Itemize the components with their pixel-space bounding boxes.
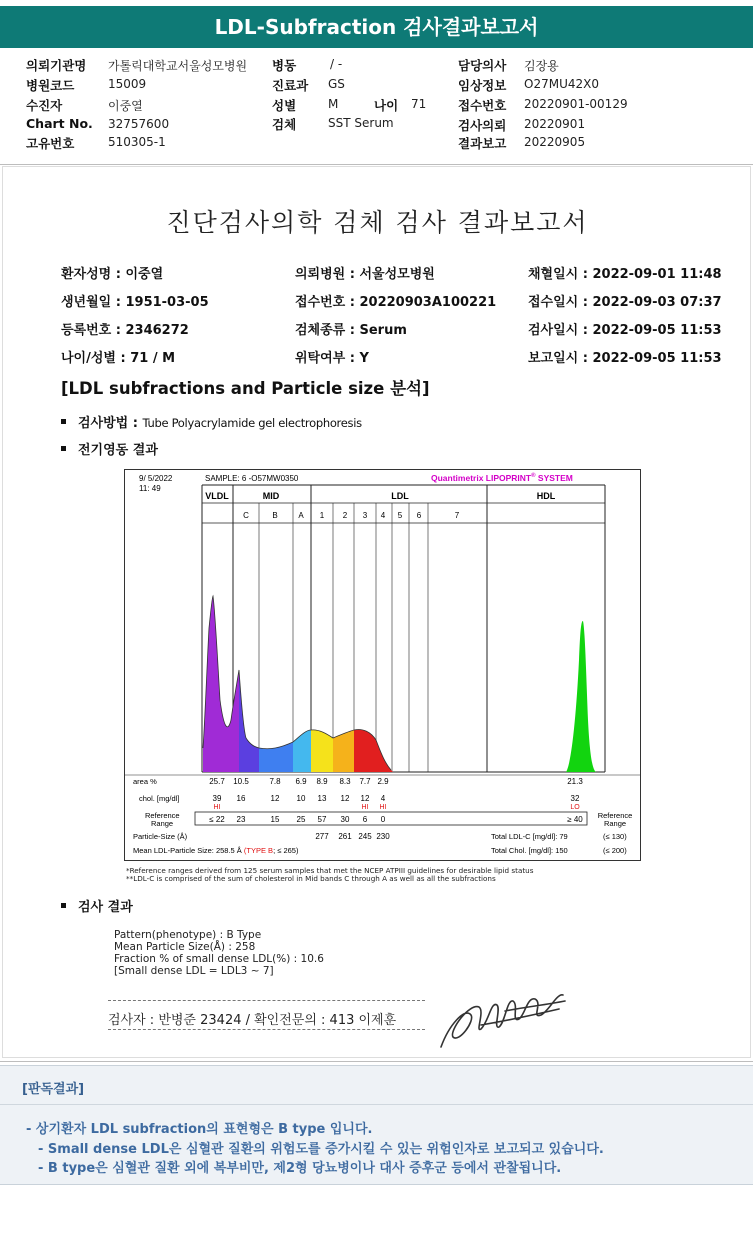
chart-chol-value: 12: [340, 794, 350, 803]
chart-area-value: 6.9: [295, 777, 307, 786]
result-line: Fraction % of small dense LDL(%) : 10.6: [114, 953, 324, 965]
chart-row-label-particle: Particle-Size (Å): [133, 832, 188, 841]
info-label: 접수번호: [458, 98, 507, 113]
chart-ref-value: ≤ 22: [209, 815, 225, 824]
info-label: 수진자: [26, 98, 63, 113]
interpretation-line: - 상기환자 LDL subfraction의 표현형은 B type 입니다.: [26, 1122, 373, 1137]
report-field: 위탁여부 : Y: [295, 351, 369, 366]
info-label: 고유번호: [26, 136, 75, 151]
chart-total-chol-label: Total Chol. [mg/dl]: 150: [491, 846, 568, 855]
chart-band-label: 3: [362, 511, 368, 520]
chart-ref-box: [195, 812, 587, 825]
chart-ref-value: 57: [317, 815, 327, 824]
footnote: **LDL-C is comprised of the sum of cholesterol in Mid bands C through A as well as all the subfractions: [126, 874, 496, 883]
chart-chol-value: 16: [236, 794, 246, 803]
chart-system-sup: ®: [531, 473, 536, 479]
info-label: 검체: [272, 117, 297, 132]
chart-ref-value: ≥ 40: [567, 815, 583, 824]
report-field: 검체종류 : Serum: [295, 323, 407, 338]
info-label: 성별: [272, 98, 297, 113]
chart-ref-value: 25: [296, 815, 306, 824]
result-line: Mean Particle Size(Å) : 258: [114, 941, 256, 953]
info-value: 20220901-00129: [524, 97, 628, 111]
info-label: 진료과: [272, 78, 309, 93]
chart-area-ldl3: [354, 729, 393, 772]
info-label: 결과보고: [458, 136, 507, 151]
chart-flag: HI: [361, 804, 369, 811]
chart-total-chol-ref: (≤ 200): [603, 846, 627, 855]
chart-area-vldl: [203, 596, 240, 772]
bullet-icon: [61, 446, 66, 451]
chart-particle-value: 277: [315, 832, 329, 841]
chart-band-label: A: [298, 511, 304, 520]
chart-flag: HI: [213, 804, 221, 811]
chart-chol-value: 39: [212, 794, 222, 803]
chart-sample: SAMPLE: 6 -O57MW0350: [205, 474, 299, 483]
chart-total-ldl-label: Total LDL-C [mg/dl]: 79: [491, 832, 568, 841]
signature-line: 검사자 : 반병준 23424 / 확인전문의 : 413 이제훈: [108, 1013, 397, 1028]
chart-row-label-area: area %: [133, 777, 157, 786]
chart-date: 9/ 5/2022: [139, 474, 173, 483]
chart-flag: LO: [570, 804, 580, 811]
bullet-icon: [61, 419, 66, 424]
method-line: [61, 412, 362, 431]
info-label: 검사의뢰: [458, 118, 507, 133]
chart-area-mid-b: [259, 742, 293, 772]
chart-area-hdl: [566, 621, 596, 772]
info-value: 510305-1: [108, 135, 166, 149]
info-value: M: [328, 97, 339, 111]
info-label-age: 나이: [374, 98, 399, 113]
chart-area-mid-a: [293, 730, 311, 772]
chart-band-label: 6: [416, 511, 422, 520]
info-value: 20220905: [524, 135, 586, 149]
chart-group-label: LDL: [391, 491, 409, 501]
report-field: 생년월일 : 1951-03-05: [61, 295, 209, 310]
bullet-icon: [61, 903, 66, 908]
chart-area-mid-c: [239, 670, 259, 772]
info-label: 임상정보: [458, 78, 507, 93]
chart-band-label: 1: [319, 511, 325, 520]
handwritten-signature: [435, 985, 570, 1055]
chart-area-value: 10.5: [233, 777, 249, 786]
chart-area-value: 8.3: [339, 777, 351, 786]
divider: [0, 164, 753, 165]
info-value: 32757600: [108, 117, 170, 131]
report-title: 진단검사의학 검체 검사 결과보고서: [166, 208, 589, 237]
signature-divider: [108, 1000, 425, 1001]
chart-row-label-ref-right: Reference: [597, 811, 633, 820]
chart-group-label: HDL: [536, 491, 556, 501]
chart-area-value: 2.9: [377, 777, 389, 786]
report-field: 등록번호 : 2346272: [61, 323, 189, 338]
chart-area-value: 7.7: [359, 777, 371, 786]
info-value: GS: [328, 77, 345, 91]
section-title: [LDL subfractions and Particle size 분석]: [61, 379, 430, 398]
divider: [0, 1104, 753, 1105]
chart-ref-value: 30: [340, 815, 350, 824]
chart-area-value: 25.7: [209, 777, 225, 786]
report-header-title: LDL-Subfraction 검사결과보고서: [0, 6, 753, 48]
chart-ref-value: 15: [270, 815, 280, 824]
chart-band-label: 5: [397, 511, 403, 520]
signature-divider: [108, 1029, 425, 1030]
chart-chol-value: 12: [360, 794, 370, 803]
info-label: 담당의사: [458, 58, 507, 73]
result-label: 검사 결과: [78, 900, 133, 915]
chart-particle-value: 245: [358, 832, 372, 841]
chart-row-label-ref-right2: Range: [603, 819, 627, 828]
scanned-report: [2, 166, 751, 1058]
chart-group-label: VLDL: [205, 491, 229, 501]
report-field: 접수일시 : 2022-09-03 07:37: [528, 295, 722, 310]
divider: [0, 1061, 753, 1062]
chart-system-label: [431, 472, 573, 483]
info-value: O27MU42X0: [524, 77, 599, 91]
interpretation-panel: [0, 1065, 753, 1185]
chart-band-label: 4: [380, 511, 386, 520]
chart-group-label: MID: [262, 491, 280, 501]
chart-system-name: Quantimetrix LIPOPRINT: [431, 473, 532, 483]
info-value: / -: [330, 57, 343, 71]
chart-mean-size: Mean LDL-Particle Size: 258.5 Å (TYPE B; ≤ 265): [133, 846, 299, 855]
result-line: [Small dense LDL = LDL3 ~ 7]: [114, 965, 274, 977]
chart-area-value: 8.9: [316, 777, 328, 786]
footnote: *Reference ranges derived from 125 serum samples that met the NCEP ATPIII guidelines for desirable lipid status: [126, 866, 534, 875]
chart-chol-value: 12: [270, 794, 280, 803]
info-value: 이중열: [108, 99, 143, 113]
chart-total-ldl-ref: (≤ 130): [603, 832, 627, 841]
report-field: 보고일시 : 2022-09-05 11:53: [528, 351, 722, 366]
chart-chol-value: 4: [380, 794, 386, 803]
info-label: 의뢰기관명: [26, 58, 87, 73]
chart-chol-value: 32: [570, 794, 580, 803]
info-value: 가톨릭대학교서울성모병원: [108, 59, 248, 73]
chart-area-value: 21.3: [567, 777, 583, 786]
report-field: 의뢰병원 : 서울성모병원: [295, 267, 435, 282]
patient-info-block: [0, 54, 753, 158]
chart-band-label: 2: [342, 511, 348, 520]
chart-particle-value: 230: [376, 832, 390, 841]
chart-time: 11: 49: [139, 484, 161, 493]
report-field: 나이/성별 : 71 / M: [61, 351, 176, 366]
info-value-age: 71: [411, 97, 427, 111]
chart-ref-value: 23: [236, 815, 246, 824]
chart-ref-value: 6: [362, 815, 368, 824]
chart-band-label: B: [272, 511, 278, 520]
report-field: 접수번호 : 20220903A100221: [295, 295, 497, 310]
chart-row-label-ref: Reference: [145, 811, 180, 820]
electro-line: [61, 439, 158, 458]
chart-system-tail: SYSTEM: [535, 473, 573, 483]
chart-ref-value: 0: [380, 815, 386, 824]
info-label: Chart No.: [26, 116, 93, 131]
info-label: 병동: [272, 58, 297, 73]
chart-chol-value: 13: [317, 794, 327, 803]
info-value: 김장용: [524, 59, 559, 73]
report-field: 환자성명 : 이중열: [61, 267, 164, 282]
report-field: 검사일시 : 2022-09-05 11:53: [528, 323, 722, 338]
info-value: SST Serum: [328, 116, 394, 130]
interpretation-line: - B type은 심혈관 질환 외에 복부비만, 제2형 당뇨병이나 대사 증후군 등에서 관찰됩니다.: [38, 1161, 562, 1176]
chart-area-value: 7.8: [269, 777, 281, 786]
result-lines: [114, 929, 324, 977]
chart-band-label: C: [243, 511, 249, 520]
info-label: 병원코드: [26, 78, 75, 93]
chart-row-label-chol: chol. [mg/dl]: [139, 794, 180, 803]
report-field: 채혈일시 : 2022-09-01 11:48: [528, 267, 722, 282]
electro-label: 전기영동 결과: [78, 443, 158, 458]
result-line: Pattern(phenotype) : B Type: [114, 929, 262, 941]
result-heading: [61, 896, 133, 915]
info-value: 20220901: [524, 117, 586, 131]
method-value: Tube Polyacrylamide gel electrophoresis: [142, 416, 362, 430]
info-value: 15009: [108, 77, 147, 91]
chart-flag: HI: [379, 804, 387, 811]
interpretation-line: - Small dense LDL은 심혈관 질환의 위험도를 증가시킬 수 있는 위험인자로 보고되고 있습니다.: [38, 1142, 604, 1157]
chart-particle-value: 261: [338, 832, 352, 841]
chart-row-label-ref2: Range: [151, 819, 174, 828]
electrophoresis-chart-svg: [125, 470, 640, 860]
chart-chol-value: 10: [296, 794, 306, 803]
chart-band-label: 7: [454, 511, 460, 520]
electrophoresis-chart: [124, 469, 641, 861]
method-label: 검사방법 :: [78, 416, 143, 431]
interpretation-title: [판독결과]: [22, 1082, 85, 1097]
